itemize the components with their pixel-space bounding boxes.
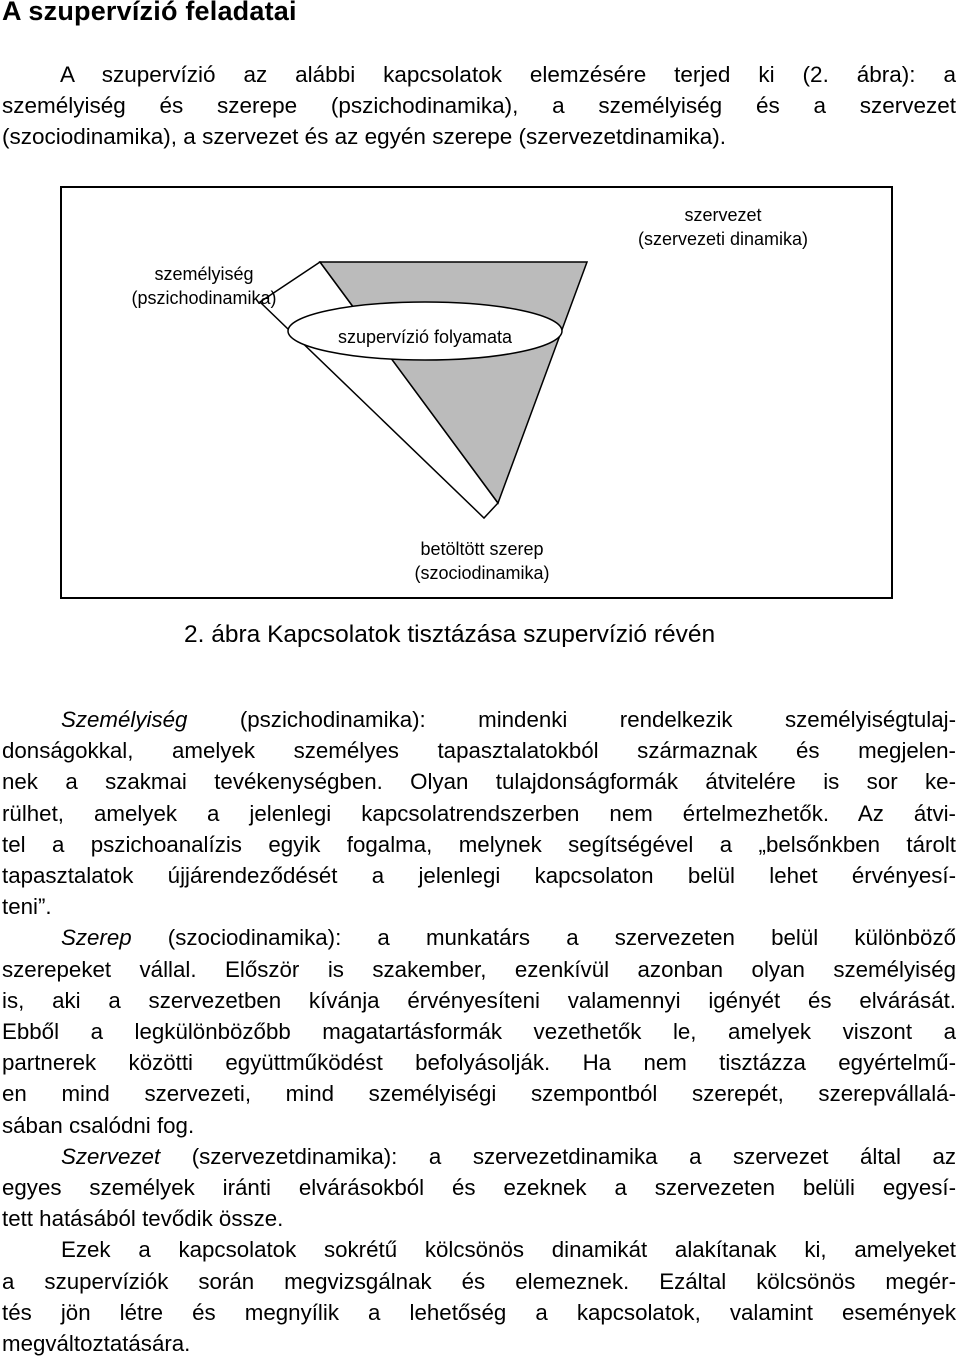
p3-line-1 bbox=[2, 1141, 956, 1172]
p1-line-3: nek a szakmai tevékenységben. Olyan tulajdonságformák átvitelére is sor ke- bbox=[2, 769, 956, 795]
term-szerep: Szerep bbox=[61, 925, 132, 951]
p2-line-7: sában csalódni fog. bbox=[2, 1112, 195, 1138]
figure-diagram bbox=[60, 186, 893, 599]
p4-line-4: megváltoztatására. bbox=[2, 1331, 191, 1357]
p1-line-5: tel a pszichoanalízis egyik fogalma, melynek segítségével a „belsőnkben tárolt bbox=[2, 831, 956, 857]
label-szervezet bbox=[628, 203, 818, 251]
p3-line-1-text: (szervezetdinamika): a szervezetdinamika a szervezet által az bbox=[160, 1143, 956, 1169]
label-szemelyiseg bbox=[124, 262, 284, 310]
term-szemelyiseg: Személyiség bbox=[61, 707, 188, 732]
p1-line-1 bbox=[2, 704, 956, 735]
body-text bbox=[2, 704, 956, 1359]
p2-line-3: is, aki a szervezetben kívánja érvényesíteni valamennyi igényét és elvárását. bbox=[2, 987, 956, 1013]
p1-line-1-text: (pszichodinamika): mindenki rendelkezik személyiségtulaj- bbox=[187, 707, 956, 732]
p4-line-2: a szupervíziók során megvizsgálnak és elemeznek. Ezáltal kölcsönös megér- bbox=[2, 1268, 956, 1294]
term-szervezet: Szervezet bbox=[61, 1143, 161, 1169]
intro-line-1: A szupervízió az alábbi kapcsolatok elemzésére terjed ki (2. ábra): a bbox=[60, 62, 956, 87]
intro-line-2: személyiség és szerepe (pszichodinamika), a személyiség és a szervezet bbox=[2, 93, 956, 118]
p4-line-3: tés jön létre és megnyílik a lehetőség a kapcsolatok, valamint események bbox=[2, 1299, 956, 1325]
label-szerep-line1: betöltött szerep bbox=[420, 539, 544, 559]
p4-line-1: Ezek a kapcsolatok sokrétű kölcsönös dinamikát alakítanak ki, amelyeket bbox=[61, 1237, 956, 1263]
p2-line-4: Ebből a legkülönbözőbb magatartásformák vezethetők le, amelyek viszont a bbox=[2, 1019, 956, 1045]
p3-line-2: egyes személyek iránti elvárásokból és ezeknek a szervezeten belüli egyesí- bbox=[2, 1175, 956, 1201]
p1-line-2: donságokkal, amelyek személyes tapasztalatokból származnak és megjelen- bbox=[2, 738, 956, 764]
p1-line-7: teni”. bbox=[2, 894, 52, 920]
p2-line-1-text: (szociodinamika): a munkatárs a szervezeten belül különböző bbox=[131, 925, 956, 951]
label-szervezet-line2: (szervezeti dinamika) bbox=[637, 229, 809, 249]
intro-line-3: (szociodinamika), a szervezet és az egyén szerepe (szervezetdinamika). bbox=[2, 124, 727, 149]
label-szemelyiseg-line1: személyiség bbox=[154, 264, 254, 284]
p2-line-2: szerepeket vállal. Először is szakember, ezenkívül azonban olyan személyiség bbox=[2, 956, 956, 982]
p2-line-6: en mind szervezeti, mind személyiségi szempontból szerepét, szerepvállalá- bbox=[2, 1081, 956, 1107]
page-title: A szupervízió feladatai bbox=[2, 0, 297, 26]
p3-line-3: tett hatásából tevődik össze. bbox=[2, 1206, 284, 1232]
label-szervezet-line1: szervezet bbox=[684, 205, 762, 225]
label-szerep bbox=[397, 537, 567, 585]
label-szerep-line2: (szociodinamika) bbox=[414, 563, 550, 583]
figure-caption: 2. ábra Kapcsolatok tisztázása szupervízió révén bbox=[184, 621, 716, 648]
label-folyamat: szupervízió folyamata bbox=[337, 327, 513, 347]
p2-line-5: partnerek közötti együttműködést befolyásolják. Ha nem tisztázza egyértelmű- bbox=[2, 1050, 956, 1076]
p1-line-6: tapasztalatok újjárendeződését a jelenlegi kapcsolaton belül lehet érvényesí- bbox=[2, 863, 956, 889]
p2-line-1 bbox=[2, 922, 956, 953]
label-szemelyiseg-line2: (pszichodinamika) bbox=[131, 288, 277, 308]
p1-line-4: rülhet, amelyek a jelenlegi kapcsolatrendszerben nem értelmezhetők. Az átvi- bbox=[2, 800, 956, 826]
